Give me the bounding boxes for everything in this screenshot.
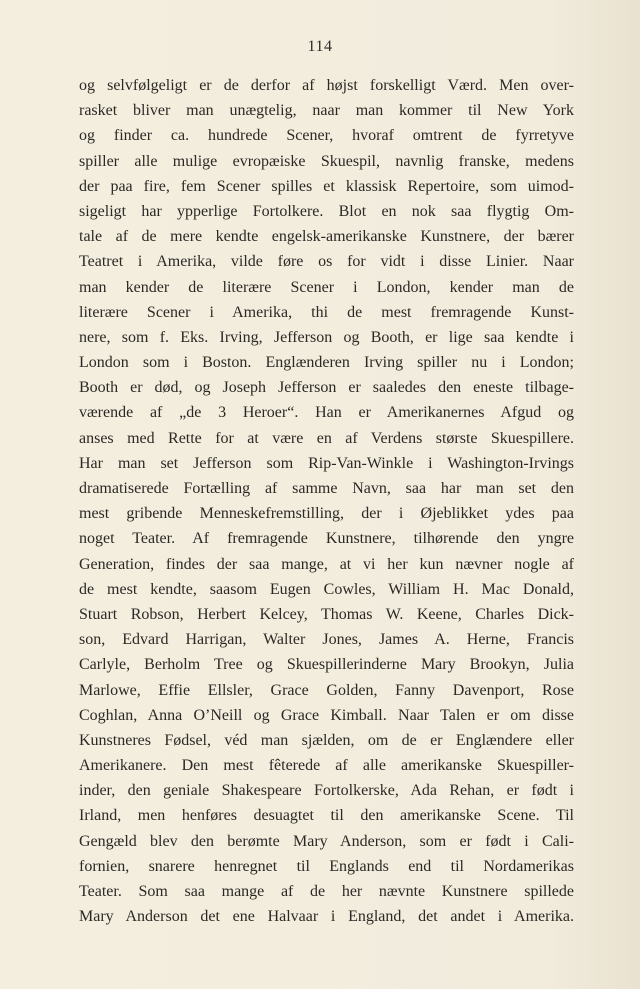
text-line: Stuart Robson, Herbert Kelcey, Thomas W. Keene, Charles Dick- <box>79 605 574 623</box>
text-line: literære Scener i Amerika, thi de mest fremragende Kunst- <box>79 303 574 321</box>
text-line: Gengæld blev den berømte Mary Anderson, som er født i Cali- <box>79 832 574 850</box>
text-line: sigeligt har ypperlige Fortolkere. Blot en nok saa flygtig Om- <box>79 202 574 220</box>
page-number: 114 <box>307 38 333 55</box>
text-line: Irland, men henføres desuagtet til den amerikanske Scene. Til <box>79 807 574 825</box>
text-line: noget Teater. Af fremragende Kunstnere, tilhørende den yngre <box>79 530 574 548</box>
text-line: London som i Boston. Englænderen Irving spiller nu i London; <box>79 354 574 372</box>
text-line: Mary Anderson det ene Halvaar i England, det andet i Amerika. <box>79 908 574 926</box>
text-line: Teater. Som saa mange af de her nævnte Kunstnere spillede <box>79 883 574 900</box>
text-line: Marlowe, Effie Ellsler, Grace Golden, Fanny Davenport, Rose <box>79 681 574 699</box>
text-line: nere, som f. Eks. Irving, Jefferson og Booth, er lige saa kendte i <box>79 328 574 346</box>
text-line: man kender de literære Scener i London, kender man de <box>79 278 574 296</box>
text-line: fornien, snarere henregnet til Englands end til Nordamerikas <box>79 857 574 875</box>
text-line: dramatiserede Fortælling af samme Navn, saa har man set den <box>79 480 574 497</box>
text-line: Amerikanere. Den mest fêterede af alle amerikanske Skuespiller- <box>79 757 574 775</box>
body-text <box>79 73 574 929</box>
text-line: rasket bliver man unægtelig, naar man kommer til New York <box>79 102 574 120</box>
text-line: inder, den geniale Shakespeare Fortolkerske, Ada Rehan, er født i <box>79 782 574 800</box>
text-line: anses med Rette for at være en af Verdens største Skuespillere. <box>79 429 574 447</box>
text-line: og finder ca. hundrede Scener, hvoraf omtrent de fyrretyve <box>79 127 574 145</box>
text-line: mest gribende Menneskefremstilling, der i Øjeblikket ydes paa <box>79 505 574 523</box>
text-line: Booth er død, og Joseph Jefferson er saaledes den eneste tilbage- <box>79 379 574 397</box>
text-line: Coghlan, Anna O’Neill og Grace Kimball. Naar Talen er om disse <box>79 706 574 724</box>
text-line: Carlyle, Berholm Tree og Skuespillerinderne Mary Brookyn, Julia <box>79 656 574 674</box>
text-line: værende af „de 3 Heroer“. Han er Amerikanernes Afgud og <box>79 404 574 422</box>
text-line: tale af de mere kendte engelsk-amerikanske Kunstnere, der bærer <box>79 228 574 246</box>
text-line: Teatret i Amerika, vilde føre os for vidt i disse Linier. Naar <box>79 253 574 271</box>
text-line: son, Edvard Harrigan, Walter Jones, James A. Herne, Francis <box>79 631 574 649</box>
text-line: og selvfølgeligt er de derfor af højst forskelligt Værd. Men over- <box>79 77 574 94</box>
text-line: spiller alle mulige evropæiske Skuespil, navnlig franske, medens <box>79 152 574 170</box>
text-line: Kunstneres Fødsel, véd man sjælden, om de er Englændere eller <box>79 731 574 749</box>
text-line: Generation, findes der saa mange, at vi her kun nævner nogle af <box>79 555 574 573</box>
text-line: der paa fire, fem Scener spilles et klassisk Repertoire, som uimod- <box>79 177 574 195</box>
text-line: de mest kendte, saasom Eugen Cowles, William H. Mac Donald, <box>79 580 574 598</box>
text-line: Har man set Jefferson som Rip-Van-Winkle i Washington-Irvings <box>79 454 574 472</box>
